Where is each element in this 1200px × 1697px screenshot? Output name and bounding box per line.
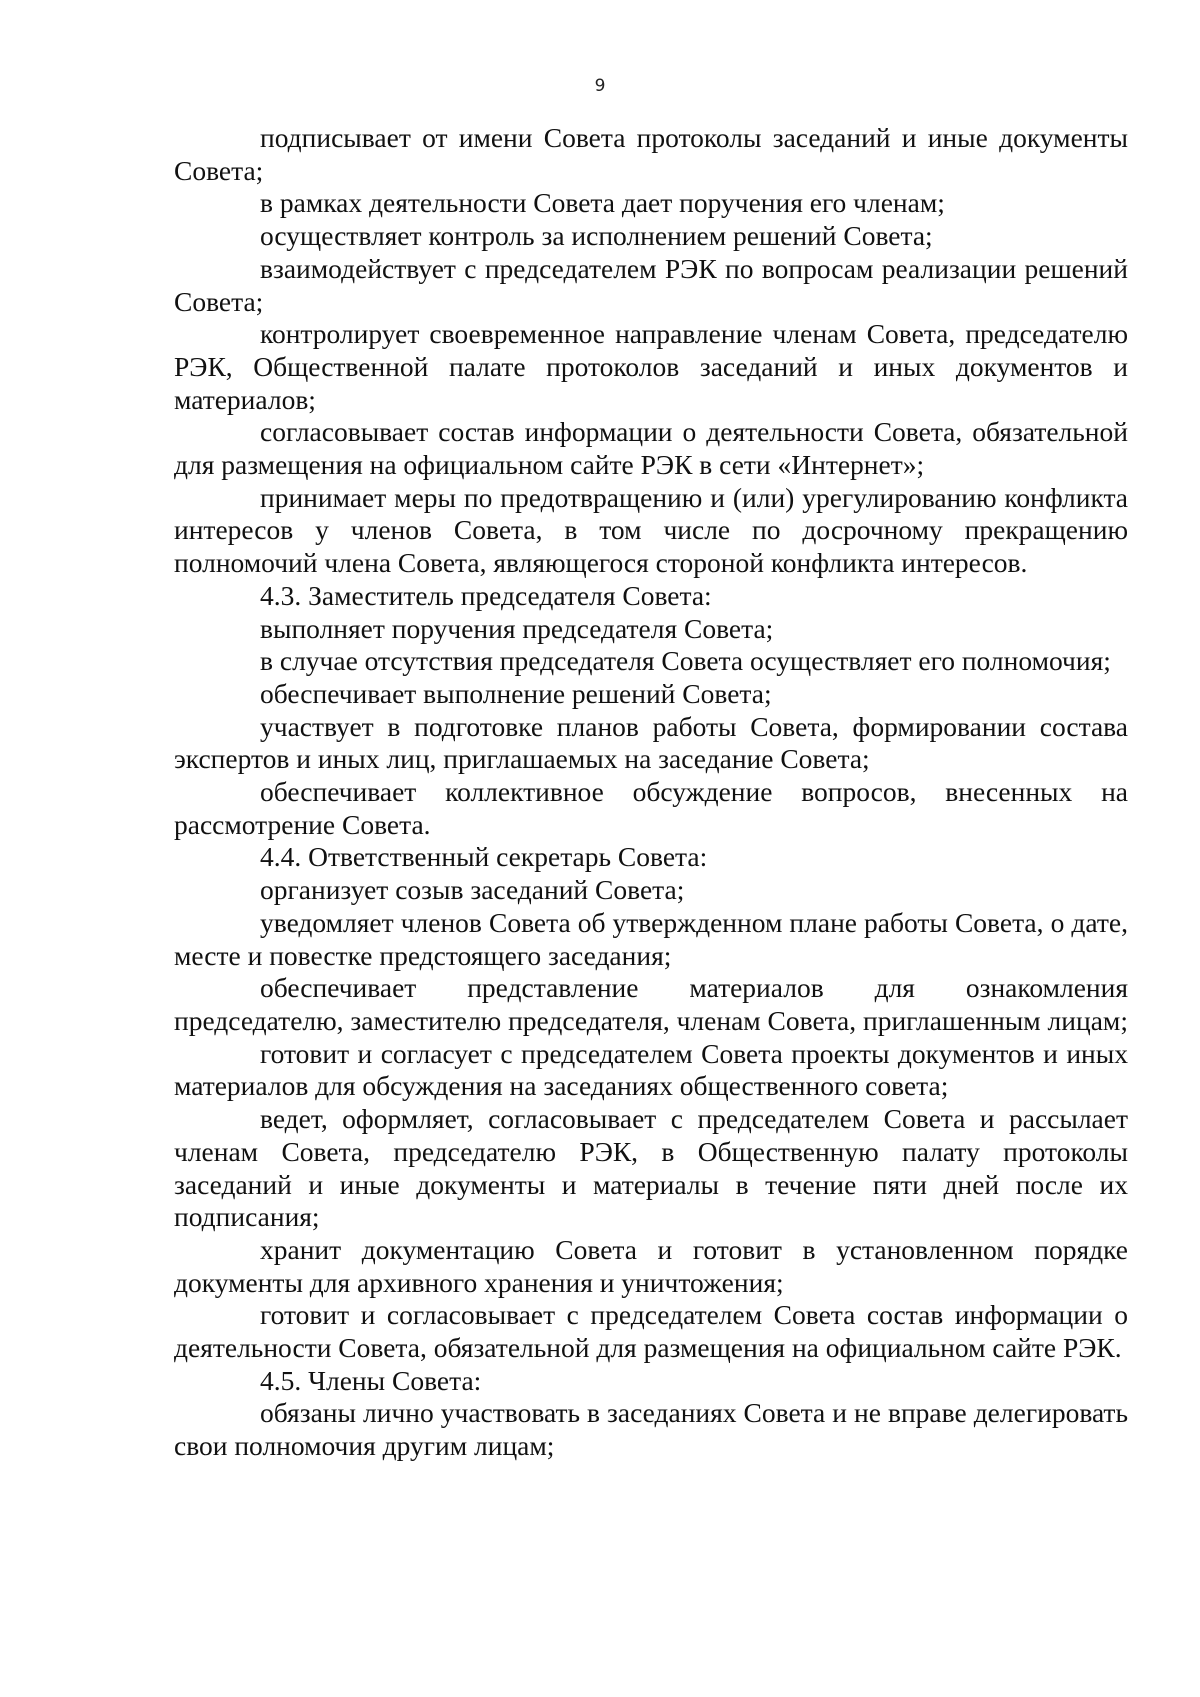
paragraph-secretary-keeps-documentation: хранит документацию Совета и готовит в установленном порядке документы для архивного хранения и уничтожения; [174,1233,1128,1298]
paragraph-deputy-follows-instructions: выполняет поручения председателя Совета; [260,612,774,644]
paragraph-deputy-collective-discussion: обеспечивает коллективное обсуждение вопросов, внесенных на рассмотрение Совета. [174,776,1128,840]
paragraph-chair-controls-execution: осуществляет контроль за исполнением решений Совета; [260,220,933,252]
paragraph-deputy-ensures-decisions: обеспечивает выполнение решений Совета; [260,677,772,709]
paragraph-secretary-website-info: готовит и согласовывает с председателем Совета состав информации о деятельности Совета, обязательной для размещения на официальном сайте РЭК. [174,1299,1128,1364]
paragraph-deputy-acts-in-absence: в случае отсутствия председателя Совета осуществляет его полномочия; [260,645,1111,677]
paragraph-secretary-provides-materials: обеспечивает представление материалов для ознакомления председателю, заместителю председателя, членам Совета, приглашенным лицам; [174,972,1128,1036]
paragraph-deputy-plans-work: участвует в подготовке планов работы Совета, формировании состава экспертов и иных лиц, приглашаемых на заседание Совета; [174,710,1128,775]
paragraph-chair-gives-instructions: в рамках деятельности Совета дает поручения его членам; [260,187,945,219]
paragraph-secretary-prepares-drafts: готовит и согласует с председателем Совета проекты документов и иных материалов для обсуждения на заседаниях общественного совета; [174,1037,1128,1102]
paragraph-members-personal-participation: обязаны лично участвовать в заседаниях Совета и не вправе делегировать свои полномочия другим лицам; [174,1397,1128,1462]
section-heading-4-4: 4.4. Ответственный секретарь Совета: [260,841,708,873]
paragraph-secretary-convenes-meetings: организует созыв заседаний Совета; [260,874,685,906]
paragraph-secretary-distributes-protocols: ведет, оформляет, согласовывает с председателем Совета и рассылает членам Совета, председателю РЭК, в Общественную палату протоколы заседаний и иные документы и материалы в течение пяти дней после их подписания; [174,1103,1128,1233]
paragraph-chair-approves-website-info: согласовывает состав информации о деятельности Совета, обязательной для размещения на официальном сайте РЭК в сети «Интернет»; [174,416,1128,481]
paragraph-chair-interacts-rek: взаимодействует с председателем РЭК по вопросам реализации решений Совета; [174,252,1128,317]
paragraph-chair-controls-distribution: контролирует своевременное направление членам Совета, председателю РЭК, Общественной палате протоколов заседаний и иных документов и материалов; [174,318,1128,415]
document-body [174,122,1128,1463]
paragraph-chair-signs-protocols: подписывает от имени Совета протоколы заседаний и иные документы Совета; [174,122,1128,186]
paragraph-chair-conflict-of-interest: принимает меры по предотвращению и (или) урегулированию конфликта интересов у членов Совета, в том числе по досрочному прекращению полномочий члена Совета, являющегося стороной конфликта интересов. [174,481,1128,579]
paragraph-secretary-notifies-members: уведомляет членов Совета об утвержденном плане работы Совета, о дате, месте и повестке предстоящего заседания; [174,906,1128,971]
section-heading-4-5: 4.5. Члены Совета: [260,1364,482,1396]
page-number: 9 [594,76,606,96]
section-heading-4-3: 4.3. Заместитель председателя Совета: [260,579,712,611]
